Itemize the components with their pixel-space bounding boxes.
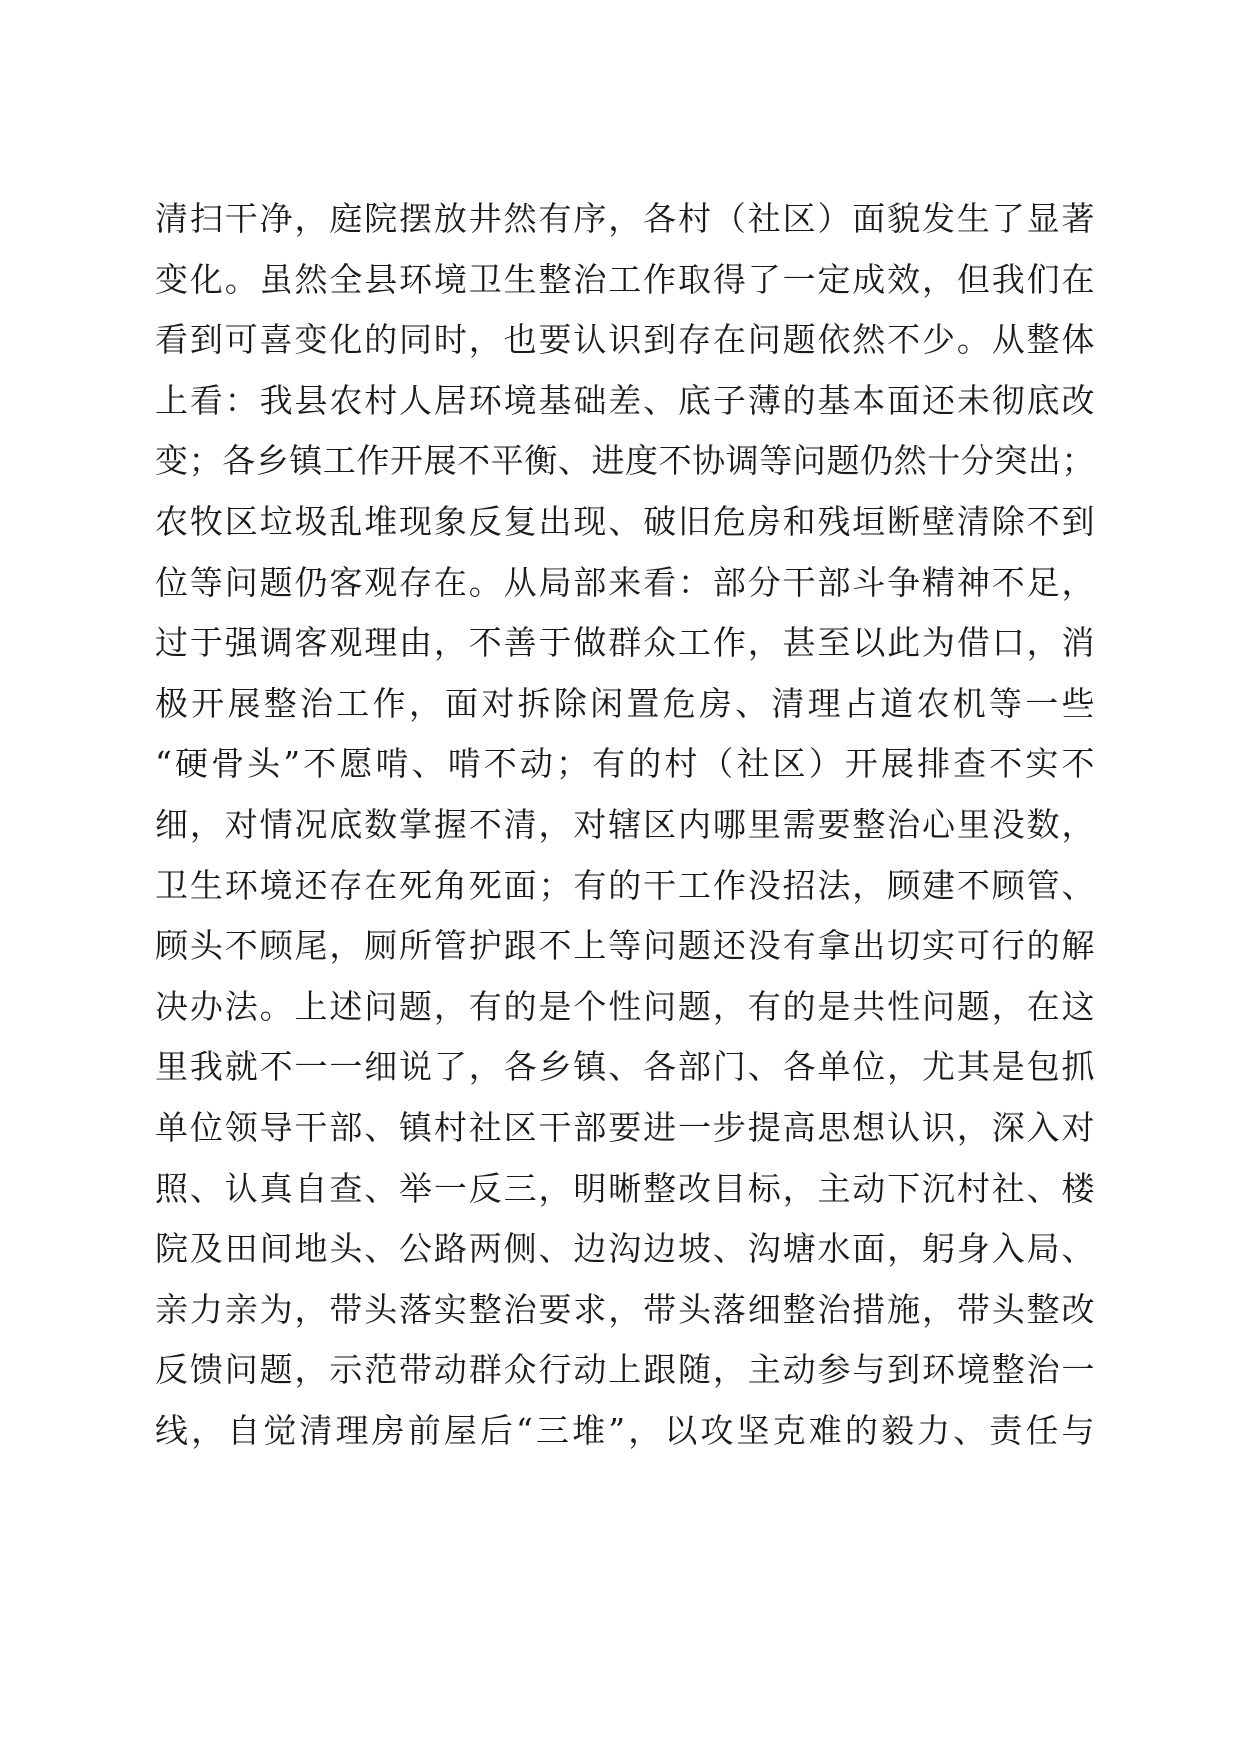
text-line: 变；各乡镇工作开展不平衡、进度不协调等问题仍然十分突出；: [155, 441, 1095, 481]
text-line: 里我就不一一细说了，各乡镇、各部门、各单位，尤其是包抓: [155, 1047, 1095, 1087]
text-line: 照、认真自查、举一反三，明晰整改目标，主动下沉村社、楼: [155, 1168, 1095, 1208]
text-line: 看到可喜变化的同时，也要认识到存在问题依然不少。从整体: [155, 320, 1095, 360]
text-line: 亲力亲为，带头落实整治要求，带头落细整治措施，带头整改: [155, 1289, 1095, 1329]
text-line: 位等问题仍客观存在。从局部来看：部分干部斗争精神不足，: [155, 562, 1095, 602]
text-line: “硬骨头”不愿啃、啃不动；有的村（社区）开展排查不实不: [155, 744, 1095, 784]
text-line: 卫生环境还存在死角死面；有的干工作没招法，顾建不顾管、: [155, 865, 1095, 905]
text-line: 单位领导干部、镇村社区干部要进一步提高思想认识，深入对: [155, 1107, 1095, 1147]
text-line: 变化。虽然全县环境卫生整治工作取得了一定成效，但我们在: [155, 259, 1095, 299]
text-line: 反馈问题，示范带动群众行动上跟随，主动参与到环境整治一: [155, 1350, 1095, 1390]
text-line: 顾头不顾尾，厕所管护跟不上等问题还没有拿出切实可行的解: [155, 926, 1095, 966]
text-line: 清扫干净，庭院摆放井然有序，各村（社区）面貌发生了显著: [155, 199, 1095, 238]
text-line: 院及田间地头、公路两侧、边沟边坡、沟塘水面，躬身入局、: [155, 1229, 1095, 1269]
text-line: 细，对情况底数掌握不清，对辖区内哪里需要整治心里没数，: [155, 804, 1095, 844]
text-line: 线，自觉清理房前屋后“三堆”，以攻坚克难的毅力、责任与: [155, 1410, 1095, 1450]
text-line: 上看：我县农村人居环境基础差、底子薄的基本面还未彻底改: [155, 380, 1095, 420]
text-line: 过于强调客观理由，不善于做群众工作，甚至以此为借口，消: [155, 623, 1095, 663]
text-line: 极开展整治工作，面对拆除闲置危房、清理占道农机等一些: [155, 683, 1095, 723]
text-line: 农牧区垃圾乱堆现象反复出现、破旧危房和残垣断壁清除不到: [155, 501, 1095, 541]
text-line: 决办法。上述问题，有的是个性问题，有的是共性问题，在这: [155, 986, 1095, 1026]
body-text: [155, 189, 1095, 1461]
